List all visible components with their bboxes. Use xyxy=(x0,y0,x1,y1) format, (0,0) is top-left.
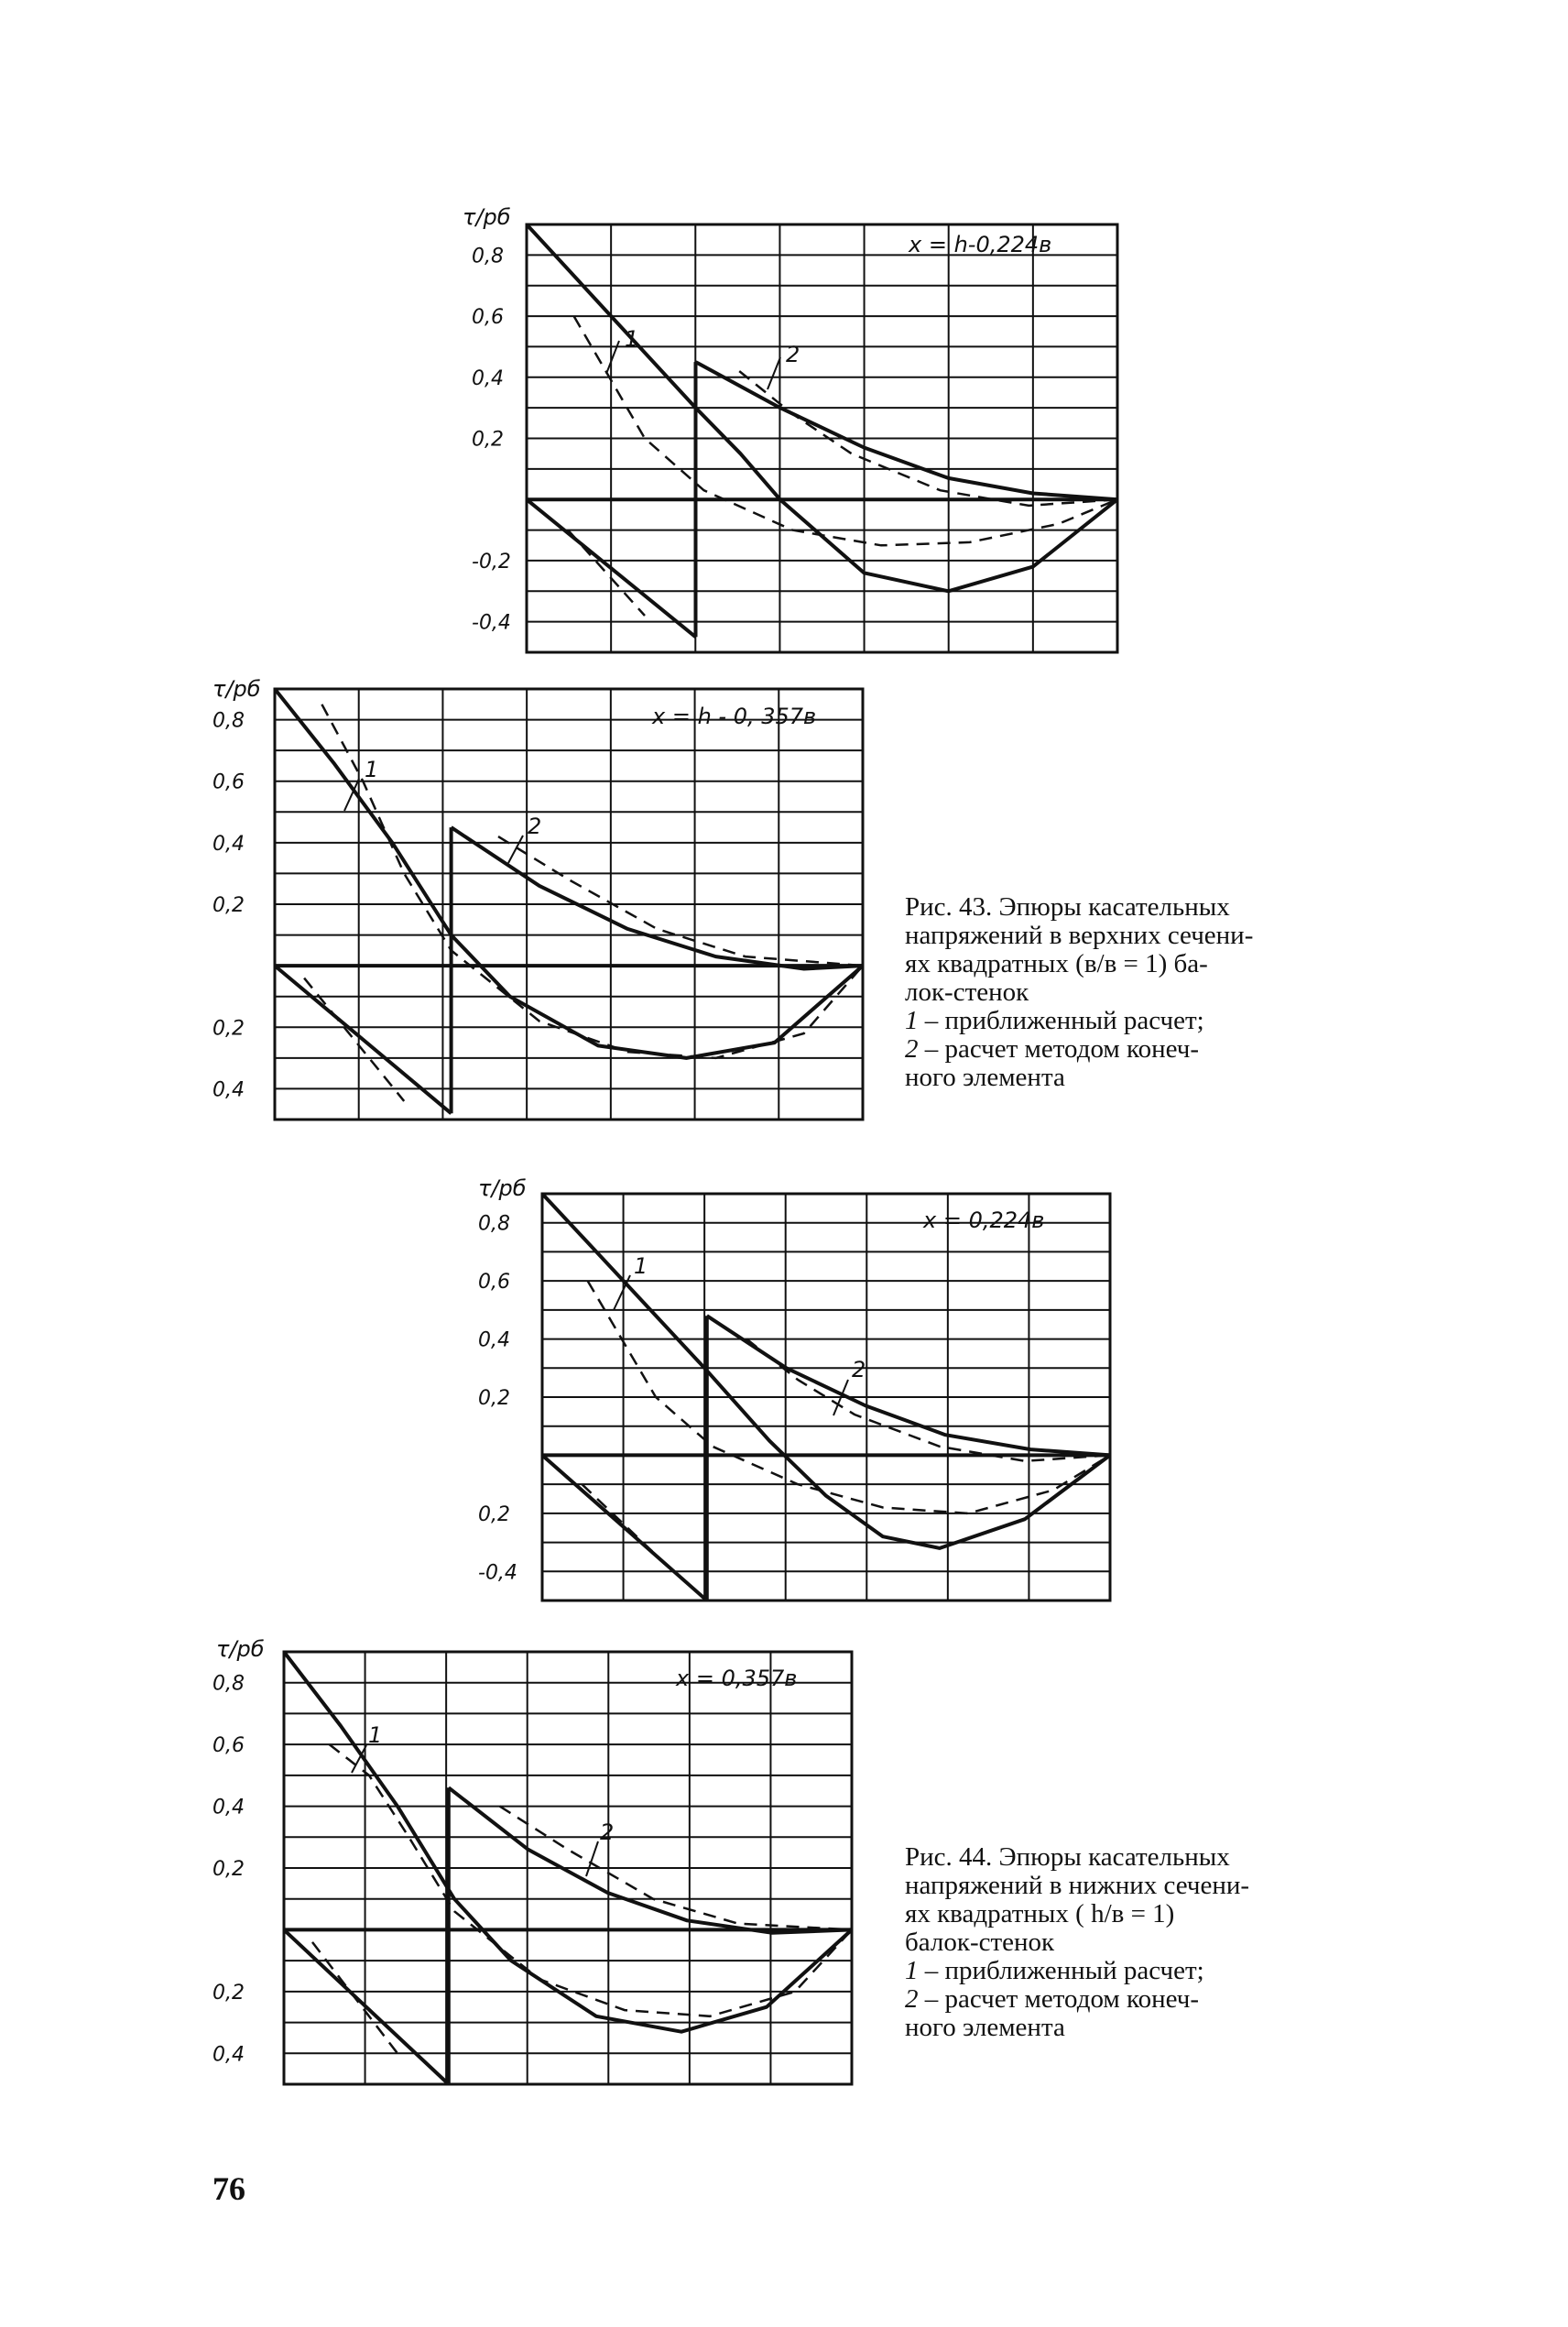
caption-line: Рис. 44. Эпюры касательных xyxy=(905,1842,1230,1872)
y-tick-label: -0,4 xyxy=(478,1561,517,1585)
y-tick-label: 0,2 xyxy=(212,1981,245,2005)
y-tick-label: 0,4 xyxy=(212,1796,245,1819)
curve-label-1: 1 xyxy=(634,1253,648,1279)
curve-approximate xyxy=(449,1787,852,1933)
y-ticks xyxy=(478,1213,517,1585)
section-label: x = h - 0, 357в xyxy=(652,704,817,729)
y-tick-label: 0,8 xyxy=(472,245,504,268)
figure-caption-44 xyxy=(905,1843,1372,2042)
curve-fem xyxy=(321,705,863,1058)
chart-upper-section-1 xyxy=(421,202,1136,660)
curve-label-leader-2 xyxy=(768,357,780,389)
y-tick-label: 0,4 xyxy=(472,366,504,390)
grid xyxy=(284,1652,852,2084)
y-tick-label: 0,2 xyxy=(478,1387,510,1410)
curve-approximate xyxy=(707,1316,1110,1455)
curve-label-2: 2 xyxy=(528,814,542,839)
curve-approximate xyxy=(696,362,1118,499)
section-label: x = h-0,224в xyxy=(909,232,1052,257)
caption-line: ного элемента xyxy=(905,1063,1065,1092)
grid xyxy=(527,224,1117,652)
curve-label-leader-2 xyxy=(586,1841,598,1876)
caption-line: балок-стенок xyxy=(905,1928,1055,1957)
curve-approximate xyxy=(542,1455,707,1600)
figure-caption-43 xyxy=(905,893,1372,1092)
y-tick-label: -0,2 xyxy=(472,550,511,574)
y-tick-label: 0,8 xyxy=(212,709,245,733)
chart-lower-section-1 xyxy=(458,1173,1127,1612)
curve-label-2: 2 xyxy=(852,1357,866,1382)
y-tick-label: 0,6 xyxy=(212,1734,245,1758)
curves xyxy=(275,689,863,1113)
curve-fem xyxy=(312,1942,397,2053)
y-ticks xyxy=(212,710,245,1102)
y-tick-label: 0,4 xyxy=(212,832,245,856)
page-number: 76 xyxy=(212,2170,245,2207)
y-tick-label: 0,2 xyxy=(212,1017,245,1041)
grid xyxy=(275,689,863,1120)
y-tick-label: 0,2 xyxy=(212,894,245,917)
curve-fem xyxy=(330,1744,852,2016)
curve-label-1: 1 xyxy=(368,1722,383,1748)
chart-upper-section-2 xyxy=(201,673,879,1131)
y-tick-label: 0,4 xyxy=(478,1328,510,1352)
y-tick-label: 0,6 xyxy=(472,306,504,330)
curve-approximate xyxy=(275,966,452,1113)
legend-item-1: 1 – приближенный расчет; xyxy=(905,1956,1204,1985)
y-tick-label: 0,4 xyxy=(212,1078,245,1102)
y-tick-label: -0,4 xyxy=(472,611,511,635)
caption-line: лок-стенок xyxy=(905,978,1029,1007)
section-label: x = 0,357в xyxy=(676,1666,798,1691)
caption-line: напряжений в верхних сечени- xyxy=(905,921,1254,950)
grid xyxy=(542,1194,1110,1600)
curve-label-leader-1 xyxy=(606,341,619,374)
y-tick-label: 0,6 xyxy=(212,770,245,794)
curve-fem xyxy=(746,1339,1110,1461)
y-tick-label: 0,4 xyxy=(212,2043,245,2067)
y-tick-label: 0,2 xyxy=(212,1858,245,1881)
caption-line: напряжений в нижних сечени- xyxy=(905,1871,1250,1900)
curve-label-2: 2 xyxy=(600,1819,615,1845)
curve-label-1: 1 xyxy=(365,757,379,782)
y-tick-label: 0,6 xyxy=(478,1271,510,1295)
y-tick-label: 0,8 xyxy=(478,1212,510,1236)
caption-line: ях квадратных ( h/в = 1) xyxy=(905,1899,1175,1928)
curve-approximate xyxy=(542,1194,1110,1548)
legend-item-2: 2 – расчет методом конеч- xyxy=(905,1034,1200,1064)
y-axis-label: τ/pб xyxy=(216,1636,265,1662)
y-axis-label: τ/pб xyxy=(212,676,261,702)
legend-item-2: 2 – расчет методом конеч- xyxy=(905,1984,1200,2014)
y-tick-label: 0,2 xyxy=(472,428,504,452)
chart-lower-section-2 xyxy=(201,1631,870,2098)
curve-approximate xyxy=(452,827,863,968)
y-ticks xyxy=(212,1673,245,2067)
legend-item-1: 1 – приближенный расчет; xyxy=(905,1006,1204,1035)
caption-line: ях квадратных (в/в = 1) ба- xyxy=(905,949,1208,978)
y-axis-label: τ/pб xyxy=(463,204,511,230)
y-tick-label: 0,2 xyxy=(478,1502,510,1526)
curve-fem xyxy=(574,316,1117,545)
curve-approximate xyxy=(284,1652,852,2032)
y-ticks xyxy=(472,245,511,634)
section-label: x = 0,224в xyxy=(923,1207,1045,1233)
caption-line: Рис. 43. Эпюры касательных xyxy=(905,892,1230,922)
curve-label-2: 2 xyxy=(786,342,800,367)
y-tick-label: 0,8 xyxy=(212,1672,245,1696)
curve-approximate xyxy=(284,1929,449,2084)
y-axis-label: τ/pб xyxy=(478,1175,527,1201)
caption-line: ного элемента xyxy=(905,2013,1065,2042)
curve-label-1: 1 xyxy=(625,326,639,352)
